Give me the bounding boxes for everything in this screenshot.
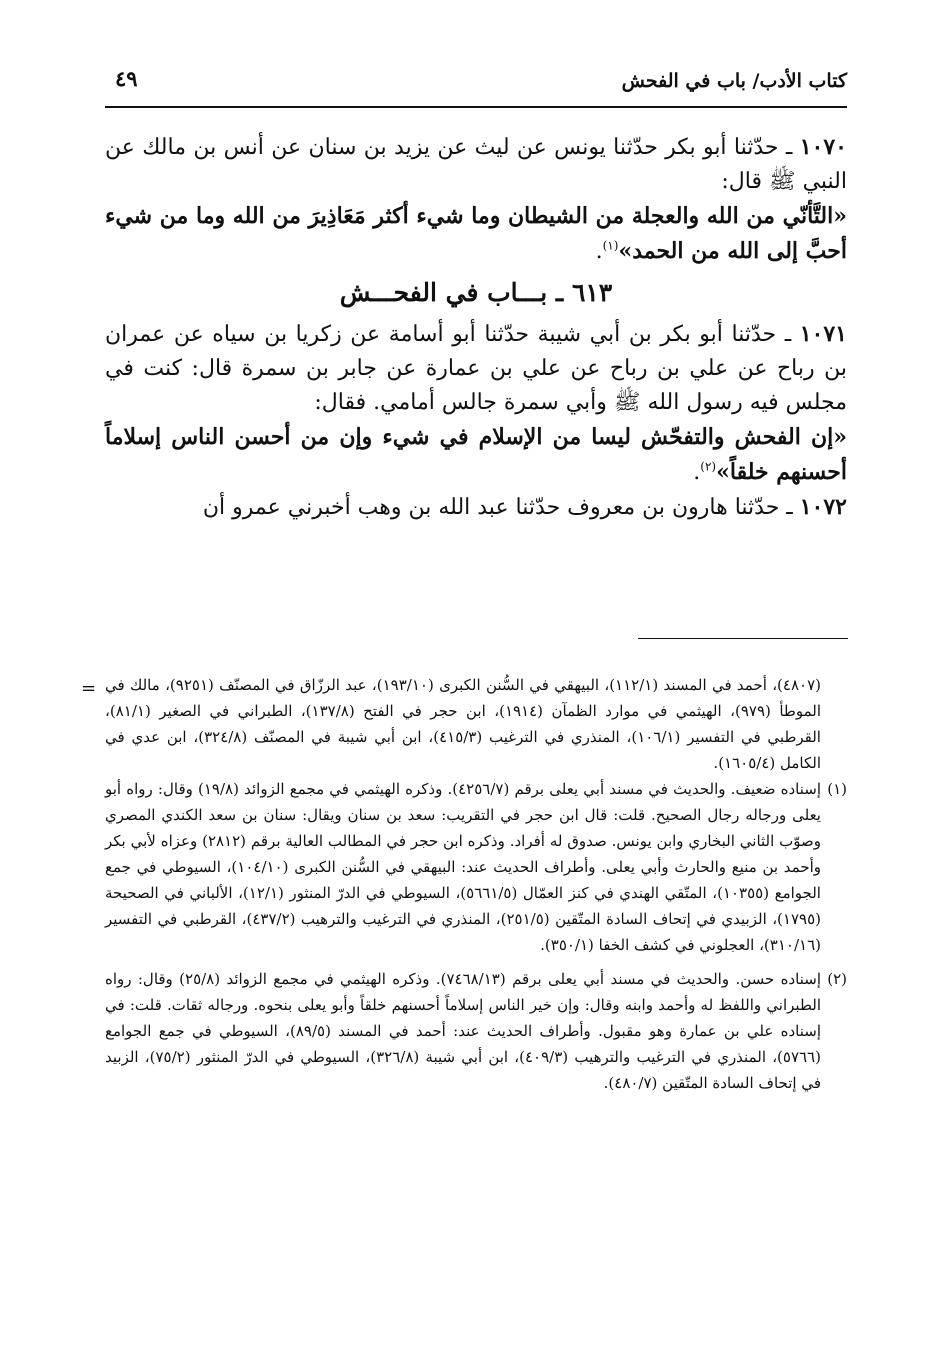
hadith-number: ١٠٧٢ [799, 494, 847, 520]
hadith-matn: «إن الفحش والتفحّش ليسا من الإسلام في شيء وإن من أحسن الناس إسلاماً أحسنهم خلقاً» [105, 424, 847, 485]
footnote-separator [638, 638, 848, 639]
running-head: كتاب الأدب/ باب في الفحش [621, 70, 847, 92]
chapter-title: ٦١٣ ـ بـــاب في الفحـــش [339, 278, 613, 307]
hadith-matn: «التَّأنّي من الله والعجلة من الشيطان وما شيء أكثر مَعَاذِيرَ من الله وما من شيء أحبَّ إلى الله من الحمد» [105, 203, 847, 264]
continuation-mark: = [81, 678, 97, 699]
period: . [595, 239, 603, 264]
hadith-1070 [105, 130, 847, 199]
hadith-number: ١٠٧١ [799, 321, 847, 347]
page-header [105, 66, 847, 108]
footnote-continuation [81, 672, 847, 776]
hadith-number: ١٠٧٠ [799, 134, 847, 160]
page-number: ٤٩ [115, 66, 138, 91]
footnote-text: إسناده ضعيف. والحديث في مسند أبي يعلى برقم (٤٢٥٦/٧). وذكره الهيثمي في مجمع الزوائد (١٩/٨) وقال: رواه أبو يعلى ورجاله رجال الصحيح. قلت: قال ابن حجر في التقريب: سعد بن سنان ويقال: سنان بن سعد الكندي المصري وصوّب الثاني البخاري وابن يونس. صدوق له أفراد. وذكره ابن حجر في المطالب العالية برقم (٢٨١٢) وعزاه لأبي بكر وأحمد بن منيع والحارث وأبي يعلى. وأطراف الحديث عند: البيهقي في السُّنن الكبرى (١٠٤/١٠)، السيوطي في جمع الجوامع (١٠٣٥٥)، المتّقي الهندي في كنز العمّال (٥٦٦١/٥)، السيوطي في الدرّ المنثور (١٢/١)، الألباني في الصحيحة (١٧٩٥)، الزبيدي في إتحاف السادة المتّقين (٢٥١/٥)، المنذري في الترغيب والترهيب (٤٣٧/٢)، القرطبي في التفسير (٣١٠/١٦)، العجلوني في كشف الخفا (٣٥٠/١). [105, 780, 822, 954]
footnote-mark: (١) [827, 780, 847, 798]
main-text [105, 130, 847, 525]
footnotes [81, 672, 847, 1104]
footnote-ref: (١) [602, 238, 619, 253]
footnote-mark: (٢) [827, 970, 847, 988]
footnote-text: (٤٨٠٧)، أحمد في المسند (١١٢/١)، البيهقي في السُّنن الكبرى (١٩٣/١٠)، عبد الرزّاق في المصنّف (٩٢٥١)، مالك في الموطأ (٩٧٩)، الهيثمي في موارد الظمآن (١٩١٤)، ابن حجر في الفتح (١٣٧/٨)، الطبراني في الصغير (٨١/١)، القرطبي في التفسير (١٠٦/١)، المنذري في الترغيب (٤١٥/٣)، ابن أبي شيبة في المصنّف (٣٢٤/٨)، ابن عدي في الكامل (١٦٠٥/٤). [105, 676, 821, 772]
hadith-isnad: ـ حدّثنا أبو بكر حدّثنا يونس عن ليث عن يزيد بن سنان عن أنس بن مالك عن النبي ﷺ قال: [105, 135, 847, 194]
footnote-text: إسناده حسن. والحديث في مسند أبي يعلى برقم (٧٤٦٨/١٣). وذكره الهيثمي في مجمع الزوائد (٢٥/٨) وقال: رواه الطبراني واللفظ له وأحمد وابنه وقال: وإن خير الناس إسلاماً أحسنهم خلقاً وأبو يعلى بنحوه. ورجاله ثقات. قلت: في إسناده علي بن عمارة وهو مقبول. وأطراف الحديث عند: أحمد في المسند (٨٩/٥)، السيوطي في جمع الجوامع (٥٧٦٦)، المنذري في الترغيب والترهيب (٤٠٩/٣)، ابن أبي شيبة (٣٢٦/٨)، السيوطي في الدرّ المنثور (٧٥/٢)، الزبيد في إتحاف السادة المتّقين (٤٨٠/٧). [105, 970, 822, 1092]
period: . [693, 460, 701, 485]
footnote-2 [105, 966, 847, 1096]
footnote-ref: (٢) [700, 459, 717, 474]
footnote-1 [105, 776, 847, 958]
hadith-1070-matn [105, 199, 847, 269]
hadith-1072 [105, 490, 847, 525]
hadith-isnad: ـ حدّثنا أبو بكر بن أبي شيبة حدّثنا أبو أسامة عن زكريا بن سياه عن عمران بن رباح عن علي بن رباح عن علي بن عمارة عن جابر بن سمرة قال: كنت في مجلس فيه رسول الله ﷺ وأبي سمرة جالس أمامي. فقال: [105, 322, 847, 415]
hadith-1071-matn [105, 420, 847, 490]
hadith-1071 [105, 317, 847, 420]
hadith-isnad: ـ حدّثنا هارون بن معروف حدّثنا عبد الله بن وهب أخبرني عمرو أن [202, 495, 800, 520]
